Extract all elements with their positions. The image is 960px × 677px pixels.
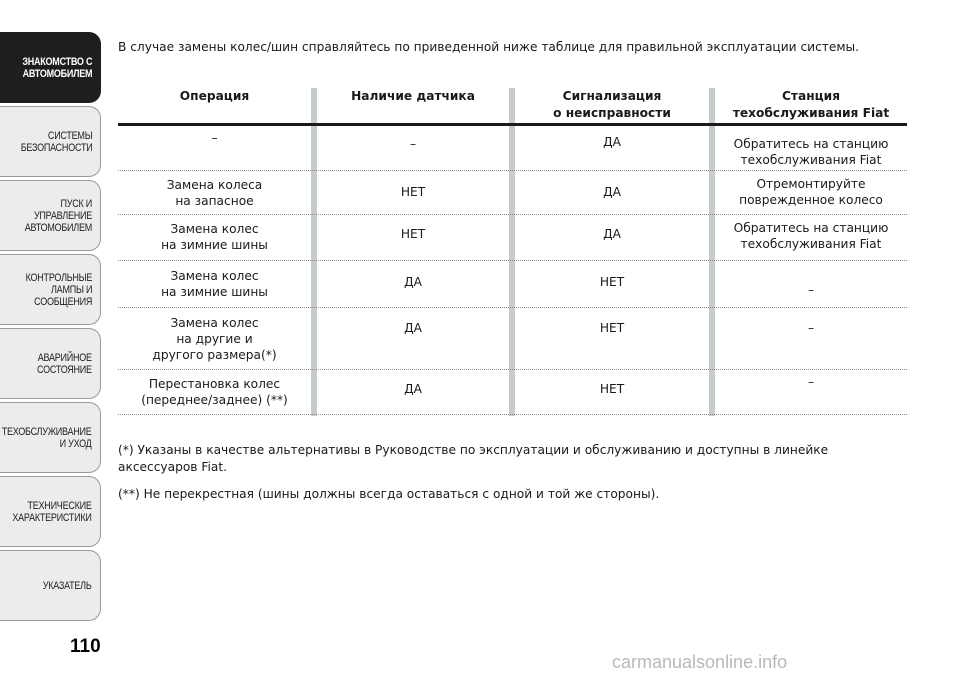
- table-cell: –: [409, 137, 417, 151]
- tab-getting-to-know-car[interactable]: ЗНАКОМСТВО С АВТОМОБИЛЕМ: [0, 32, 101, 103]
- page-number: 110: [70, 636, 101, 657]
- table-cell: –: [211, 131, 218, 145]
- table-cell: Перестановка колес (переднее/заднее) (**): [141, 377, 288, 407]
- footnote-2: (**) Не перекрестная (шины должны всегда оставаться с одной и той же стороны).: [118, 487, 660, 501]
- row-divider: [118, 170, 907, 171]
- table-cell: Замена колеса на запасное: [166, 178, 263, 208]
- table-cell: ДА: [404, 275, 422, 289]
- row-divider: [118, 214, 907, 215]
- tab-emergency[interactable]: АВАРИЙНОЕ СОСТОЯНИЕ: [0, 328, 101, 399]
- table-cell: Отремонтируйте поврежденное колесо: [739, 177, 883, 207]
- tab-warning-lights[interactable]: КОНТРОЛЬНЫЕ ЛАМПЫ И СООБЩЕНИЯ: [0, 254, 101, 325]
- table-cell: –: [807, 375, 815, 389]
- table-cell: НЕТ: [599, 275, 625, 289]
- table-cell: НЕТ: [599, 321, 625, 335]
- header-sensor: Наличие датчика: [351, 89, 475, 103]
- tab-index[interactable]: УКАЗАТЕЛЬ: [0, 550, 101, 621]
- table-cell: Замена колес на зимние шины: [161, 269, 268, 299]
- row-divider: [118, 307, 907, 308]
- table-cell: ДА: [603, 135, 621, 149]
- table-cell: Замена колес на зимние шины: [161, 222, 268, 252]
- table-cell: Замена колес на другие и другого размера(*): [152, 316, 277, 362]
- table-cell: –: [807, 283, 815, 297]
- tab-technical-specs[interactable]: ТЕХНИЧЕСКИЕ ХАРАКТЕРИСТИКИ: [0, 476, 101, 547]
- table-cell: НЕТ: [599, 382, 625, 396]
- table-cell: ДА: [603, 227, 621, 241]
- row-divider: [118, 414, 907, 415]
- header-operation: Операция: [179, 89, 250, 103]
- header-rule: [118, 123, 907, 126]
- row-divider: [118, 369, 907, 370]
- table-cell: НЕТ: [400, 185, 426, 199]
- chapter-sidebar: [0, 0, 103, 677]
- tab-safety-systems[interactable]: СИСТЕМЫ БЕЗОПАСНОСТИ: [0, 106, 101, 177]
- tyre-change-table: [118, 84, 907, 416]
- table-cell: Обратитесь на станцию техобслуживания Fiat: [733, 137, 889, 167]
- row-divider: [118, 260, 907, 261]
- tab-maintenance[interactable]: ТЕХОБСЛУЖИВАНИЕ И УХОД: [0, 402, 101, 473]
- table-cell: ДА: [404, 321, 422, 335]
- intro-text: В случае замены колес/шин справляйтесь по приведенной ниже таблице для правильной эксплуатации системы.: [118, 40, 860, 54]
- table-cell: НЕТ: [400, 227, 426, 241]
- table-cell: Обратитесь на станцию техобслуживания Fiat: [733, 221, 889, 251]
- header-service-station: Станция техобслуживания Fiat: [732, 89, 890, 120]
- table-cell: ДА: [603, 185, 621, 199]
- footnotes: [118, 442, 908, 513]
- header-warning: Сигнализация о неисправности: [553, 89, 671, 120]
- tab-starting-and-driving[interactable]: ПУСК И УПРАВЛЕНИЕ АВТОМОБИЛЕМ: [0, 180, 101, 251]
- table-cell: ДА: [404, 382, 422, 396]
- table-cell: –: [807, 321, 815, 335]
- watermark: carmanualsonline.info: [612, 652, 788, 672]
- footnote-1: (*) Указаны в качестве альтернативы в Руководстве по эксплуатации и обслуживанию и доступны в линейке аксессуаров Fiat.: [118, 443, 829, 474]
